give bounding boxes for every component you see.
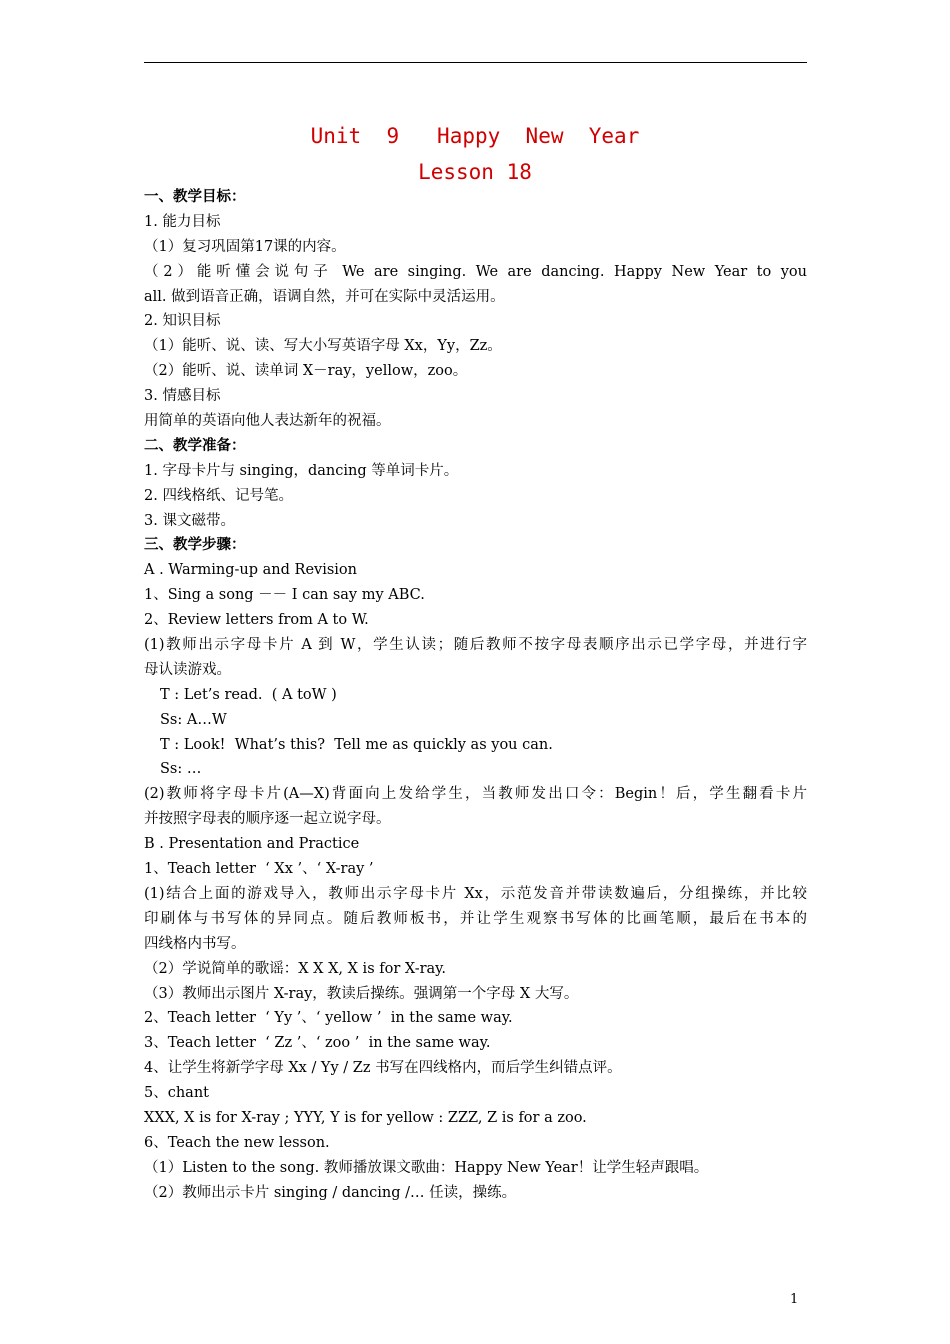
- text-line: （1）复习巩固第17课的内容。: [144, 238, 346, 255]
- text-line: (1)教师出示字母卡片 A 到 W，学生认读；随后教师不按字母表顺序出示已学字母，并进行字: [144, 637, 807, 654]
- text-line: （2）能听懂会说句子 We are singing. We are dancing. Happy New Year to you: [144, 263, 807, 280]
- text-line: 2. 知识目标: [144, 313, 221, 330]
- text-line: （2）能听、说、读单词 X－ray，yellow，zoo。: [144, 363, 468, 380]
- text-line: 1、Sing a song －－ I can say my ABC.: [144, 587, 425, 604]
- text-line: XXX, X is for X-ray ; YYY, Y is for yellow : ZZZ, Z is for a zoo.: [144, 1109, 587, 1126]
- text-line: 2、Review letters from A to W.: [144, 612, 369, 629]
- text-line: 2、Teach letter ‘ Yy ’、‘ yellow ’ in the same way.: [144, 1010, 513, 1027]
- text-line: 四线格内书写。: [144, 935, 246, 952]
- section-heading: 三、教学步骤：: [144, 536, 246, 554]
- unit-title: Unit 9 Happy New Year: [310, 124, 640, 148]
- text-line: T : Let’s read. ( A toW ): [160, 686, 337, 703]
- section-heading: 一、教学目标：: [144, 188, 246, 205]
- text-line: 2. 四线格纸、记号笔。: [144, 487, 293, 504]
- text-line: all. 做到语音正确，语调自然，并可在实际中灵活运用。: [144, 288, 505, 305]
- text-line: Ss: A…W: [160, 711, 227, 728]
- text-line: 5、chant: [144, 1085, 209, 1102]
- text-line: （3）教师出示图片 X-ray，教读后操练。强调第一个字母 X 大写。: [144, 985, 579, 1002]
- text-line: (2)教师将字母卡片(A—X)背面向上发给学生，当教师发出口令：Begin！后，学生翻看卡片: [144, 786, 807, 803]
- text-line: （2）教师出示卡片 singing / dancing /… 任读，操练。: [144, 1184, 517, 1201]
- lesson-plan-body: [144, 185, 807, 1206]
- text-line: 母认读游戏。: [144, 661, 231, 678]
- text-line: 并按照字母表的顺序逐一起立说字母。: [144, 811, 391, 828]
- text-line: 用简单的英语向他人表达新年的祝福。: [144, 413, 391, 430]
- text-line: （2）学说简单的歌谣：X X X, X is for X-ray.: [144, 960, 447, 977]
- section-heading: 二、教学准备：: [144, 436, 246, 454]
- text-line: 3、Teach letter ‘ Zz ’、‘ zoo ’ in the same way.: [144, 1035, 491, 1052]
- text-line: 1. 能力目标: [144, 213, 221, 230]
- text-line: A . Warming-up and Revision: [144, 562, 358, 579]
- text-line: 1. 字母卡片与 singing，dancing 等单词卡片。: [144, 462, 459, 479]
- text-line: 4、让学生将新学字母 Xx / Yy / Zz 书写在四线格内，而后学生纠错点评。: [144, 1060, 622, 1077]
- lesson-title: Lesson 18: [418, 160, 532, 184]
- text-line: 6、Teach the new lesson.: [144, 1134, 330, 1151]
- text-line: 3. 情感目标: [144, 388, 221, 405]
- text-line: (1)结合上面的游戏导入，教师出示字母卡片 Xx，示范发音并带读数遍后，分组操练，并比较: [144, 885, 807, 902]
- text-line: 印刷体与书写体的异同点。随后教师板书，并让学生观察书写体的比画笔顺，最后在书本的: [144, 910, 807, 927]
- text-line: 1、Teach letter ‘ Xx ’、‘ X-ray ’: [144, 861, 374, 878]
- text-line: （1）Listen to the song. 教师播放课文歌曲：Happy New Year！让学生轻声跟唱。: [144, 1159, 709, 1176]
- text-line: B . Presentation and Practice: [144, 836, 360, 853]
- page-number: 1: [790, 1292, 799, 1307]
- text-line: 3. 课文磁带。: [144, 512, 235, 529]
- text-line: T : Look! What’s this? Tell me as quickly as you can.: [160, 736, 553, 753]
- text-line: （1）能听、说、读、写大小写英语字母 Xx，Yy，Zz。: [144, 338, 502, 355]
- text-line: Ss: …: [160, 761, 202, 778]
- header-rule: [144, 62, 807, 63]
